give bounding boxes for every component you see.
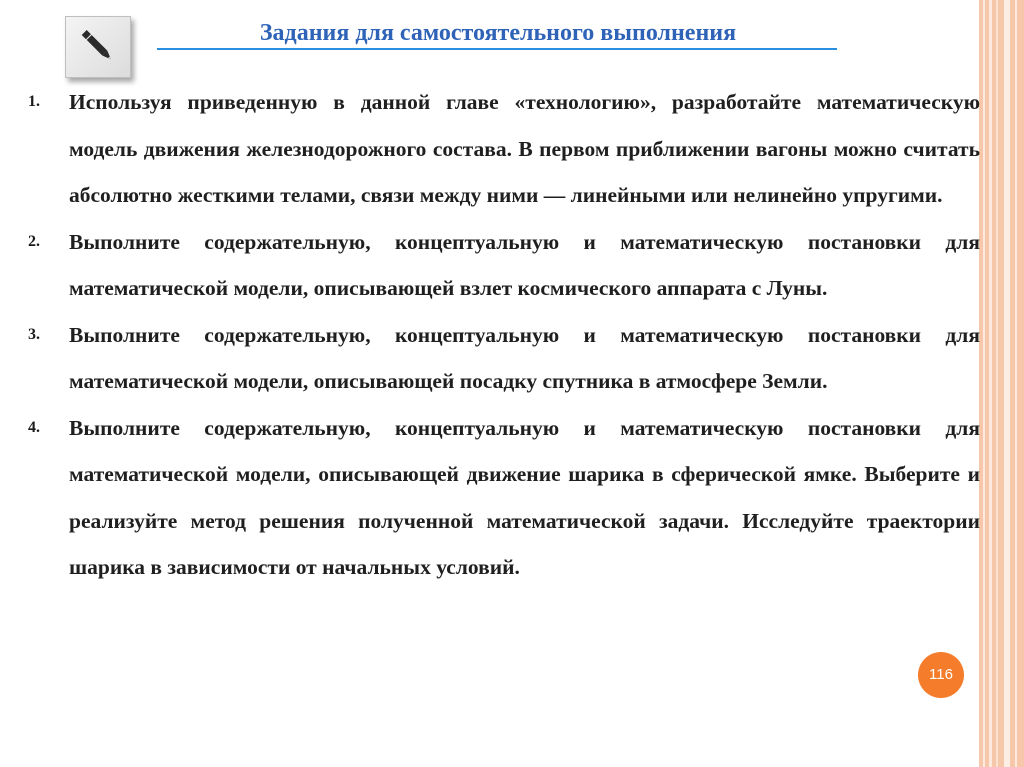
slide-title: Задания для самостоятельного выполнения bbox=[259, 20, 737, 46]
title-underline bbox=[157, 48, 837, 50]
task-text: Используя приведенную в данной главе «технологию», разработайте математическую модель движения железнодорожного состава. В первом приближении вагоны можно считать абсолютно жесткими телами, связи между ними — линейными или нелинейно упругими. bbox=[69, 90, 980, 207]
task-text: Выполните содержательную, концептуальную и математическую постановки для математической модели, описывающей движение шарика в сферической ямке. Выберите и реализуйте метод решения полученной математической задачи. Исследуйте траектории шарика в зависимости от начальных условий. bbox=[69, 415, 980, 579]
page-number-badge: 116 bbox=[918, 652, 964, 698]
list-item bbox=[28, 405, 980, 591]
decorative-stripe bbox=[1015, 0, 1017, 767]
task-text: Выполните содержательную, концептуальную и математическую постановки для математической модели, описывающей посадку спутника в атмосфере Земли. bbox=[69, 322, 980, 393]
list-item bbox=[28, 219, 980, 312]
task-number: 4. bbox=[28, 418, 40, 436]
task-number: 3. bbox=[28, 325, 40, 343]
pencil-icon-box bbox=[65, 16, 131, 78]
decorative-stripe bbox=[996, 0, 998, 767]
task-list bbox=[28, 79, 980, 591]
decorative-side-panel bbox=[979, 0, 1024, 767]
list-item bbox=[28, 312, 980, 405]
task-number: 2. bbox=[28, 232, 40, 250]
decorative-stripe bbox=[989, 0, 992, 767]
task-number: 1. bbox=[28, 93, 40, 110]
decorative-stripe bbox=[1004, 0, 1010, 767]
decorative-stripe bbox=[983, 0, 985, 767]
pencil-icon bbox=[76, 25, 120, 69]
list-item bbox=[28, 79, 980, 219]
task-text: Выполните содержательную, концептуальную и математическую постановки для математической модели, описывающей взлет космического аппарата с Луны. bbox=[69, 229, 980, 300]
